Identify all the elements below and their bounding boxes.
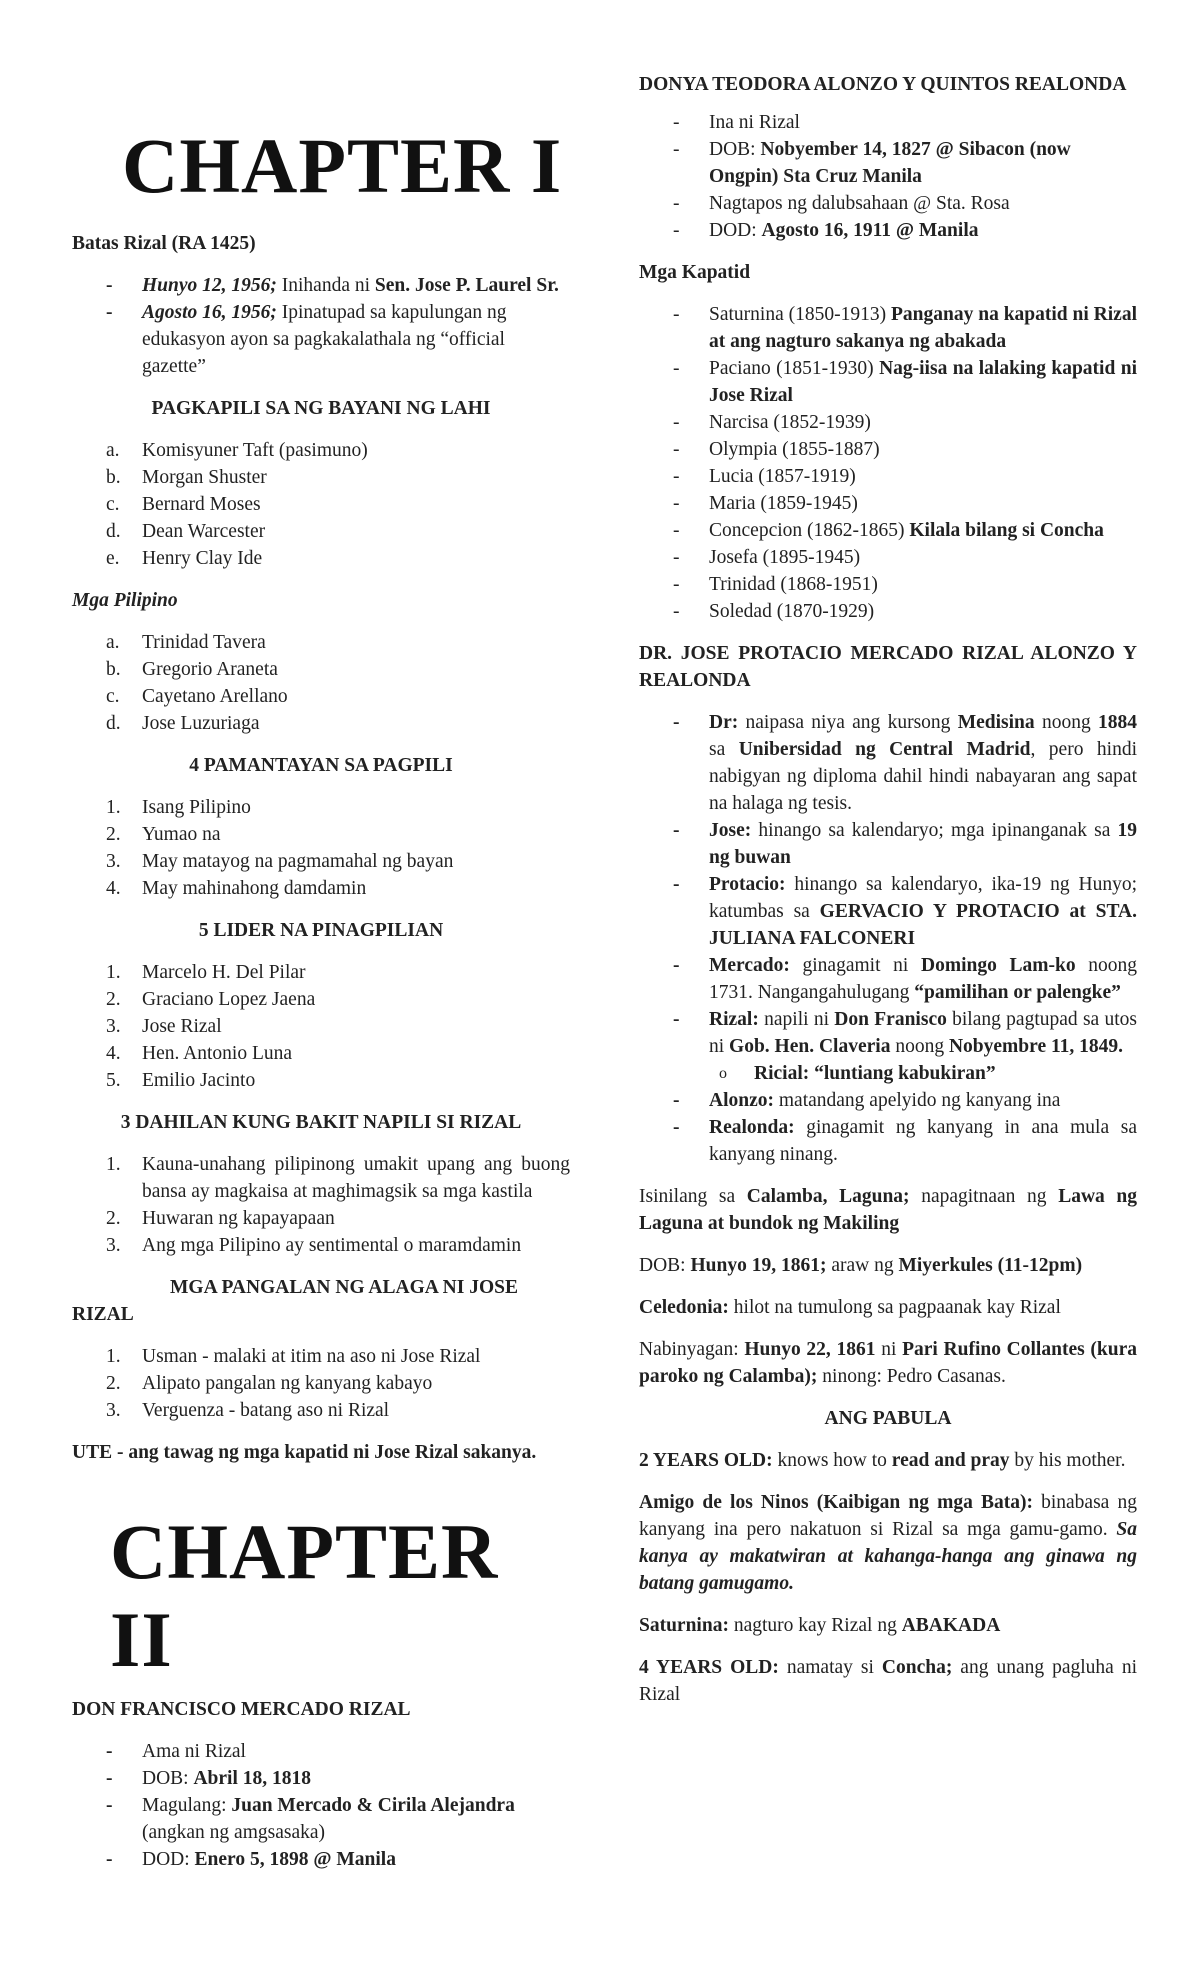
pamantayan-list: [72, 794, 570, 902]
lider-heading: 5 LIDER NA PINAGPILIAN: [198, 920, 444, 941]
batas-rizal-heading: Batas Rizal (RA 1425): [72, 233, 256, 254]
list-item: - Paciano (1851-1930) Nag-iisa na lalaking kapatid ni Jose Rizal: [673, 358, 1137, 406]
pagkapili-list: [72, 437, 570, 572]
list-item: 1. Isang Pilipino: [106, 797, 251, 818]
list-item: c. Bernard Moses: [106, 494, 261, 515]
name-meaning-list: [639, 709, 1137, 1168]
list-item: - Nagtapos ng dalubsahaan @ Sta. Rosa: [673, 193, 1010, 214]
list-item: 1. Usman - malaki at itim na aso ni Jose Rizal: [106, 1346, 481, 1367]
list-item: - Concepcion (1862-1865) Kilala bilang si Concha: [673, 520, 1104, 541]
pilipino-list: [72, 629, 570, 737]
chapter-2-title: CHAPTER II: [110, 1508, 499, 1683]
list-item: - Ama ni Rizal: [106, 1741, 246, 1762]
batas-list: [72, 272, 570, 380]
list-item: 3. Ang mga Pilipino ay sentimental o maramdamin: [106, 1235, 522, 1256]
dr-jose-heading: DR. JOSE PROTACIO MERCADO RIZAL ALONZO Y REALONDA: [639, 643, 1137, 691]
list-item: o Ricial: “luntiang kabukiran”: [719, 1063, 996, 1084]
list-item: 4. Hen. Antonio Luna: [106, 1043, 293, 1064]
pagkapili-heading: PAGKAPILI SA NG BAYANI NG LAHI: [151, 398, 491, 419]
four-years-paragraph: 4 YEARS OLD: namatay si Concha; ang unang pagluha ni Rizal: [639, 1657, 1137, 1705]
two-years-paragraph: 2 YEARS OLD: knows how to read and pray by his mother.: [639, 1450, 1126, 1471]
list-item: 3. Verguenza - batang aso ni Rizal: [106, 1400, 390, 1421]
ang-pabula-heading: ANG PABULA: [824, 1408, 952, 1429]
ute-text: UTE - ang tawag ng mga kapatid ni Jose Rizal sakanya.: [72, 1442, 537, 1463]
list-item: 2. Alipato pangalan ng kanyang kabayo: [106, 1373, 433, 1394]
dob-paragraph: DOB: Hunyo 19, 1861; araw ng Miyerkules (11-12pm): [639, 1255, 1083, 1276]
list-item: - DOD: Enero 5, 1898 @ Manila: [106, 1849, 396, 1870]
list-item: - Magulang: Juan Mercado & Cirila Alejandra (angkan ng amgsasaka): [106, 1795, 515, 1843]
mga-pilipino-heading: Mga Pilipino: [72, 590, 178, 611]
list-item: - Saturnina (1850-1913) Panganay na kapatid ni Rizal at ang nagturo sakanya ng abakada: [673, 304, 1137, 352]
don-francisco-heading: DON FRANCISCO MERCADO RIZAL: [72, 1699, 411, 1720]
list-item: 2. Graciano Lopez Jaena: [106, 989, 316, 1010]
list-item: - Soledad (1870-1929): [673, 601, 875, 622]
list-item: 3. May matayog na pagmamahal ng bayan: [106, 851, 454, 872]
donya-list: [639, 109, 1137, 244]
donya-teodora-heading: DONYA TEODORA ALONZO Y QUINTOS REALONDA: [639, 74, 1127, 95]
list-item: - Olympia (1855-1887): [673, 439, 880, 460]
list-item: 3. Jose Rizal: [106, 1016, 222, 1037]
list-item: d. Dean Warcester: [106, 521, 266, 542]
list-item: - Trinidad (1868-1951): [673, 574, 878, 595]
kapatid-list: [639, 301, 1137, 625]
list-item: - Jose: hinango sa kalendaryo; mga ipinanganak sa 19 ng buwan: [673, 820, 1137, 868]
list-item: - Ina ni Rizal: [673, 112, 800, 133]
list-item: - DOB: Nobyember 14, 1827 @ Sibacon (now Ongpin) Sta Cruz Manila: [673, 139, 1071, 187]
celedonia-paragraph: Celedonia: hilot na tumulong sa pagpaanak kay Rizal: [639, 1297, 1061, 1318]
mga-kapatid-heading: Mga Kapatid: [639, 262, 751, 283]
amigo-paragraph: Amigo de los Ninos (Kaibigan ng mga Bata): binabasa ng kanyang ina pero nakatuon si Rizal sa mga gamu-gamo. Sa kanya ay makatwiran at kahanga-hanga ang ginawa ng batang gamugamo.: [639, 1492, 1137, 1594]
list-item: - Hunyo 12, 1956; Inihanda ni Sen. Jose P. Laurel Sr.: [106, 275, 559, 296]
alaga-heading: MGA PANGALAN NG ALAGA NI JOSE RIZAL: [72, 1277, 518, 1325]
list-item: b. Morgan Shuster: [106, 467, 267, 488]
list-item: 5. Emilio Jacinto: [106, 1070, 256, 1091]
list-item: - DOD: Agosto 16, 1911 @ Manila: [673, 220, 979, 241]
list-item: - Agosto 16, 1956; Ipinatupad sa kapulungan ng edukasyon ayon sa pagkakalathala ng “official gazette”: [106, 302, 507, 377]
list-item: - DOB: Abril 18, 1818: [106, 1768, 312, 1789]
list-item: - Rizal: napili ni Don Franisco bilang pagtupad sa utos ni Gob. Hen. Claveria noong Nobyembre 11, 1849.: [673, 1009, 1137, 1057]
dahilan-list: [72, 1151, 570, 1259]
list-item: - Mercado: ginagamit ni Domingo Lam-ko noong 1731. Nangangahulugang “pamilihan or palengke”: [673, 955, 1138, 1003]
list-item: e. Henry Clay Ide: [106, 548, 263, 569]
nabinyagan-paragraph: Nabinyagan: Hunyo 22, 1861 ni Pari Rufino Collantes (kura paroko ng Calamba); ninong: Pedro Casanas.: [639, 1339, 1137, 1387]
don-francisco-list: [72, 1738, 570, 1873]
list-item: d. Jose Luzuriaga: [106, 713, 260, 734]
list-item: b. Gregorio Araneta: [106, 659, 278, 680]
list-item: - Protacio: hinango sa kalendaryo, ika-19 ng Hunyo; katumbas sa GERVACIO Y PROTACIO at STA. JULIANA FALCONERI: [673, 874, 1137, 949]
lider-list: [72, 959, 570, 1094]
list-item: c. Cayetano Arellano: [106, 686, 288, 707]
list-item: - Josefa (1895-1945): [673, 547, 861, 568]
chapter-1-title: CHAPTER I: [122, 122, 563, 209]
list-item: - Maria (1859-1945): [673, 493, 858, 514]
list-item: - Narcisa (1852-1939): [673, 412, 871, 433]
list-item: - Lucia (1857-1919): [673, 466, 856, 487]
list-item: 2. Huwaran ng kapayapaan: [106, 1208, 335, 1229]
list-item: 1. Kauna-unahang pilipinong umakit upang ang buong bansa ay magkaisa at maghimagsik sa mga kastila: [106, 1154, 570, 1202]
list-item: - Realonda: ginagamit ng kanyang in ana mula sa kanyang ninang.: [673, 1117, 1137, 1165]
list-item: 2. Yumao na: [106, 824, 221, 845]
list-item: - Dr: naipasa niya ang kursong Medisina noong 1884 sa Unibersidad ng Central Madrid, pero hindi nabigyan ng diploma dahil hindi nabayaran ang sapat na halaga ng tesis.: [673, 712, 1138, 814]
list-item: a. Trinidad Tavera: [106, 632, 266, 653]
left-column: [72, 0, 570, 1873]
pamantayan-heading: 4 PAMANTAYAN SA PAGPILI: [189, 755, 453, 776]
alaga-list: [72, 1343, 570, 1424]
list-item: 1. Marcelo H. Del Pilar: [106, 962, 306, 983]
list-item: a. Komisyuner Taft (pasimuno): [106, 440, 368, 461]
dahilan-heading: 3 DAHILAN KUNG BAKIT NAPILI SI RIZAL: [120, 1112, 522, 1133]
list-item: - Alonzo: matandang apelyido ng kanyang ina: [673, 1090, 1061, 1111]
list-item: 4. May mahinahong damdamin: [106, 878, 367, 899]
isinilang-paragraph: Isinilang sa Calamba, Laguna; napagitnaan ng Lawa ng Laguna at bundok ng Makiling: [639, 1186, 1138, 1234]
saturnina-paragraph: Saturnina: nagturo kay Rizal ng ABAKADA: [639, 1615, 1001, 1636]
right-column: [639, 0, 1137, 1708]
